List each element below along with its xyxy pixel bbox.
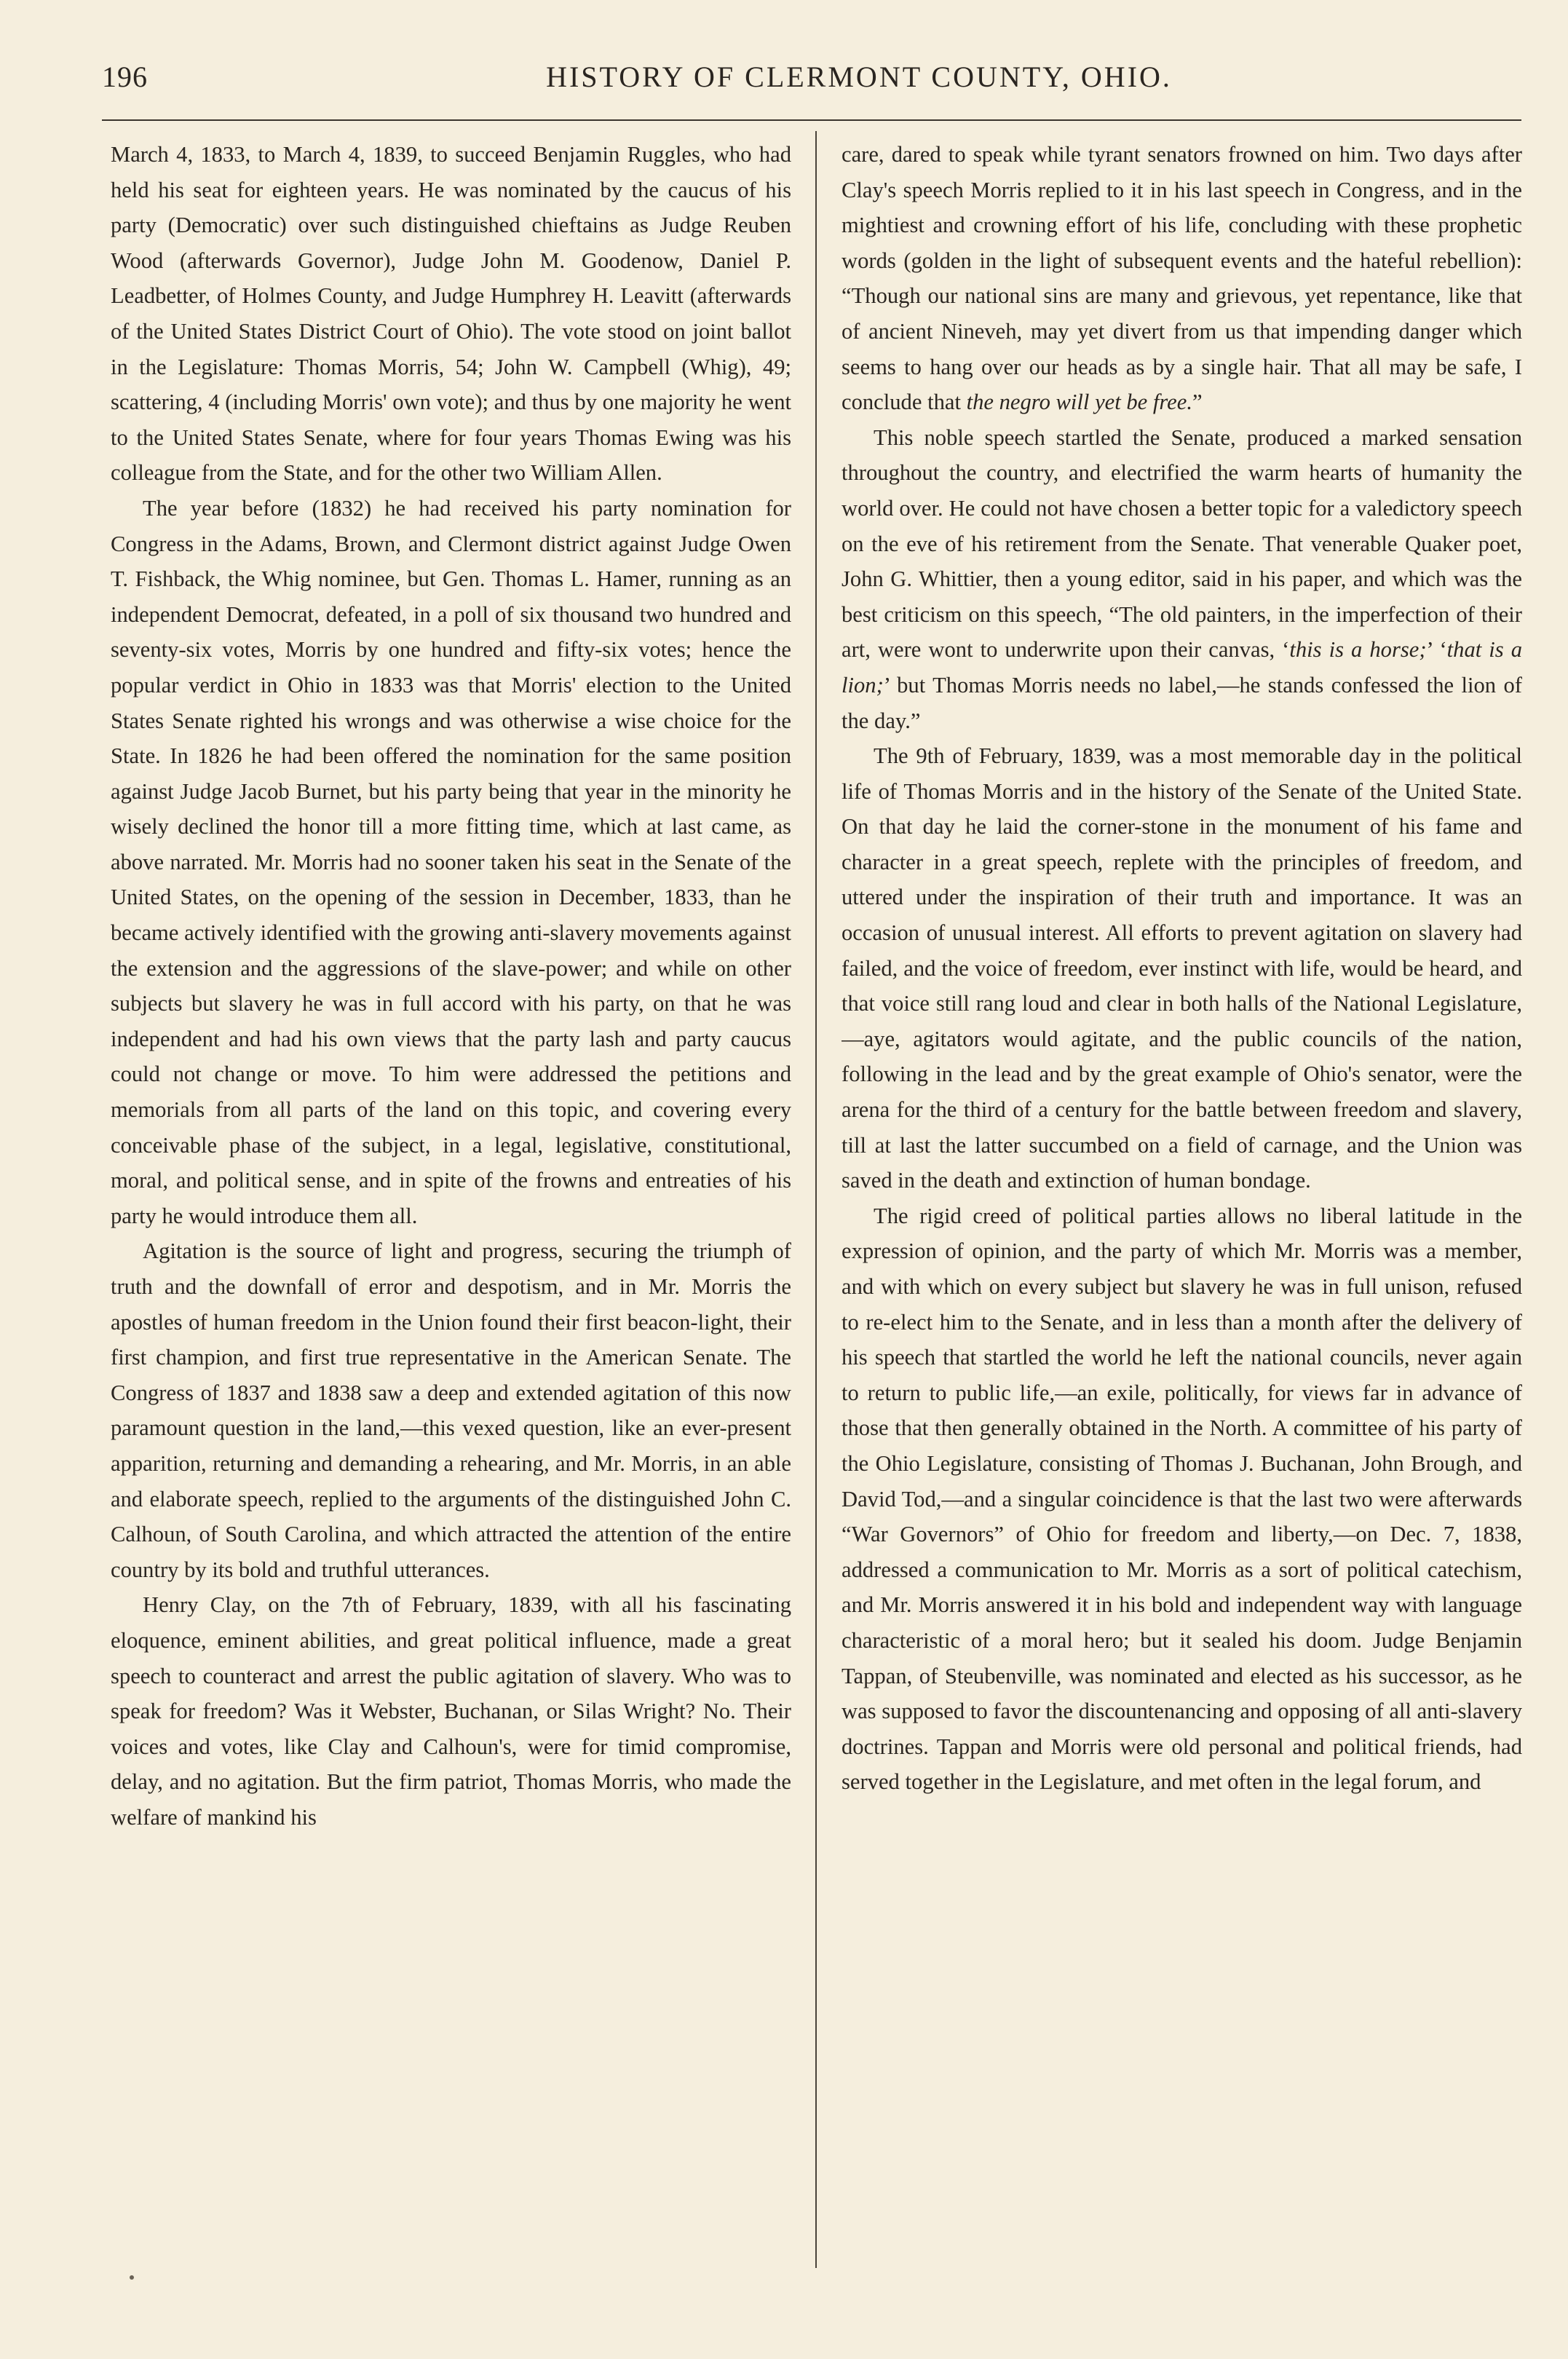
right-column (842, 137, 1522, 2277)
emphasis-text: that is a lion; (842, 637, 1522, 698)
paragraph: Agitation is the source of light and progress, securing the triumph of truth and the downfall of error and despotism, and in Mr. Morris the apostles of human freedom in the Union found their first beacon-light, their first champion, and first true representative in the American Senate. The Congress of 1837 and 1838 saw a deep and extended agitation of this now paramount question in the land,—this vexed question, like an ever-present apparition, returning and demanding a rehearing, and Mr. Morris, in an able and elaborate speech, replied to the arguments of the distinguished John C. Calhoun, of South Carolina, and which attracted the attention of the entire country by its bold and truthful utterances. (111, 1238, 791, 1582)
paragraph: Henry Clay, on the 7th of February, 1839, with all his fascinating eloquence, eminent abilities, and great political influence, made a great speech to counteract and arrest the public agitation of slavery. Who was to speak for freedom? Was it Webster, Buchanan, or Silas Wright? No. Their voices and votes, like Clay and Calhoun's, were for timid compromise, delay, and no agitation. But the firm patriot, Thomas Morris, who made the welfare of mankind his (111, 1592, 791, 1830)
emphasis-text: this is a horse; (1289, 637, 1427, 663)
paragraph (842, 137, 1522, 420)
print-mark (130, 2275, 134, 2280)
column-divider (815, 131, 817, 2268)
page-number: 196 (102, 60, 148, 93)
paragraph: The 9th of February, 1839, was a most memorable day in the political life of Thomas Morris and in the history of the Senate of the United State. On that day he laid the corner-stone in the monument of his fame and character in a great speech, replete with the principles of freedom, and uttered under the inspiration of their truth and importance. It was an occasion of unusual interest. All efforts to prevent agitation on slavery had failed, and the voice of freedom, ever instinct with life, would be heard, and that voice still rang loud and clear in both halls of the National Legislature,—aye, agitators would agitate, and the public councils of the nation, following in the lead and by the great example of Ohio's senator, were the arena for the third of a century for the battle between freedom and slavery, till at last the latter succumbed on a field of carnage, and the Union was saved in the death and extinction of human bondage. (842, 743, 1522, 1193)
left-column (111, 137, 791, 2277)
paragraph-text: ’ but Thomas Morris needs no label,—he stands confessed the lion of the day.” (842, 672, 1522, 733)
paragraph: March 4, 1833, to March 4, 1839, to succeed Benjamin Ruggles, who had held his seat for eighteen years. He was nominated by the caucus of his party (Democratic) over such distinguished chieftains as Judge Reuben Wood (afterwards Governor), Judge John M. Goodenow, Daniel P. Leadbetter, of Holmes County, and Judge Humphrey H. Leavitt (afterwards of the United States District Court of Ohio). The vote stood on joint ballot in the Legislature: Thomas Morris, 54; John W. Campbell (Whig), 49; scattering, 4 (including Morris' own vote); and thus by one majority he went to the United States Senate, where for four years Thomas Ewing was his colleague from the State, and for the other two William Allen. (111, 142, 791, 486)
paragraph (842, 420, 1522, 738)
header-rule (102, 119, 1521, 121)
paragraph: The year before (1832) he had received his party nomination for Congress in the Adams, Brown, and Clermont district against Judge Owen T. Fishback, the Whig nominee, but Gen. Thomas L. Hamer, running as an independent Democrat, defeated, in a poll of six thousand two hundred and seventy-six votes, Morris by one hundred and fifty-six votes; hence the popular verdict in Ohio in 1833 was that Morris' election to the United States Senate righted his wrongs and was otherwise a wise choice for the State. In 1826 he had been offered the nomination for the same position against Judge Jacob Burnet, but his party being that year in the minority he wisely declined the honor till a more fitting time, which at last came, as above narrated. Mr. Morris had no sooner taken his seat in the Senate of the United States, on the opening of the session in December, 1833, than he became actively identified with the growing anti-slavery movements against the extension and the aggressions of the slave-power; and while on other subjects but slavery he was in full accord with his party, on that he was independent and had his own views that the party lash and party caucus could not change or move. To him were addressed the petitions and memorials from all parts of the land on this topic, and covering every conceivable phase of the subject, in a legal, legislative, constitutional, moral, and political sense, and in spite of the frowns and entreaties of his party he would introduce them all. (111, 495, 791, 1228)
paragraph: The rigid creed of political parties allows no liberal latitude in the expression of opinion, and the party of which Mr. Morris was a member, and with which on every subject but slavery he was in full unison, refused to re-elect him to the Senate, and in less than a month after the delivery of his speech that startled the world he left the national councils, never again to return to public life,—an exile, politically, for views far in advance of those that then generally obtained in the North. A committee of his party of the Ohio Legislature, consisting of Thomas J. Buchanan, John Brough, and David Tod,—and a singular coincidence is that the last two were afterwards “War Governors” of Ohio for freedom and liberty,—on Dec. 7, 1838, addressed a communication to Mr. Morris as a sort of political catechism, and Mr. Morris answered it in his bold and independent way with language characteristic of a moral hero; but it sealed his doom. Judge Benjamin Tappan, of Steubenville, was nominated and elected as his successor, as he was supposed to favor the discountenancing and opposing of all anti-slavery doctrines. Tappan and Morris were old personal and political friends, had served together in the Legislature, and met often in the legal forum, and (842, 1203, 1522, 1795)
paragraph-text: ” (1192, 390, 1203, 415)
paragraph-text: This noble speech startled the Senate, produced a marked sensation throughout the country, and electrified the warm hearts of humanity the world over. He could not have chosen a better topic for a valedictory speech on the eve of his retirement from the Senate. That venerable Quaker poet, John G. Whittier, then a young editor, said in his paper, and which was the best criticism on this speech, “The old painters, in the imperfection of their art, were wont to underwrite upon their canvas, ‘ (842, 424, 1522, 663)
paragraph-text: care, dared to speak while tyrant senators frowned on him. Two days after Clay's speech Morris replied to it in his last speech in Congress, and in the mightiest and crowning effort of his life, concluding with these prophetic words (golden in the light of subsequent events and the hateful rebellion): “Though our national sins are many and grievous, yet repentance, like that of ancient Nineveh, may yet divert from us that impending danger which seems to hang over our heads as by a single hair. That all may be safe, I conclude that (842, 142, 1522, 415)
paragraph-text: ’ ‘ (1426, 637, 1447, 663)
running-title: HISTORY OF CLERMONT COUNTY, OHIO. (546, 60, 1172, 93)
running-head (102, 60, 1521, 103)
emphasis-text: the negro will yet be free. (966, 390, 1192, 415)
